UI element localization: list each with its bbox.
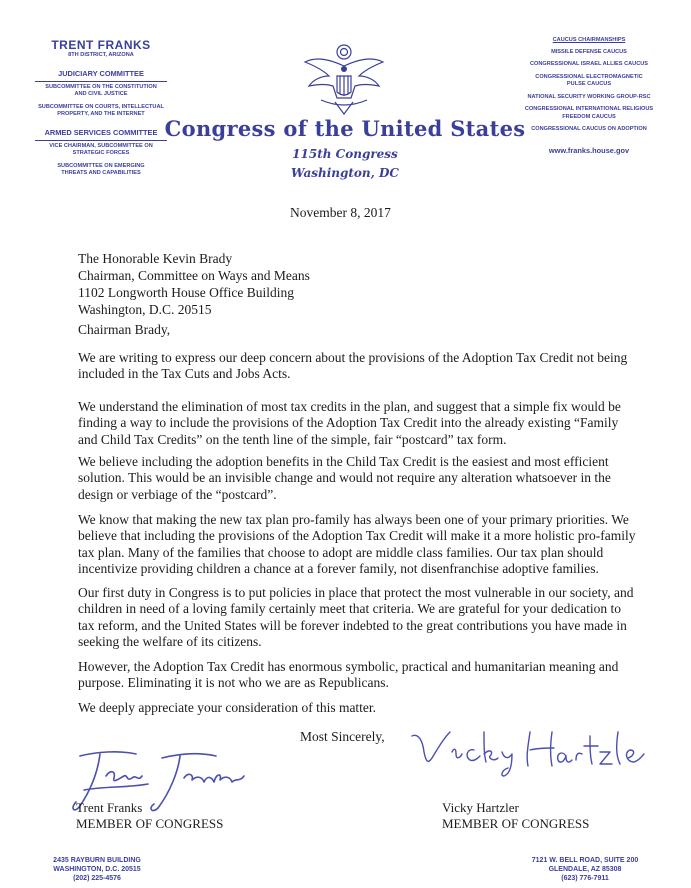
- footer-dc-office: [22, 856, 172, 883]
- divider: [35, 140, 167, 141]
- congress-title-block: [160, 116, 530, 180]
- footer-line: WASHINGTON, D.C. 20515: [53, 866, 141, 874]
- subcommittee-constitution: SUBCOMMITTEE ON THE CONSTITUTION AND CIVIL JUSTICE: [45, 83, 157, 98]
- caucus-item: MISSILE DEFENSE CAUCUS: [551, 48, 627, 55]
- signer-block: [76, 800, 223, 832]
- body-paragraph: We understand the elimination of most tax credits in the plan, and suggest that a simple fix would be finding a way to include the provisions of the Adoption Tax Credit into the already existing “Family and Child Tax Credits” on the tenth line of the simple, fair “postcard” tax form.: [78, 399, 621, 447]
- caucus-item: CONGRESSIONAL INTERNATIONAL RELIGIOUS FREEDOM CAUCUS: [524, 106, 654, 120]
- caucus-item: CONGRESSIONAL ELECTROMAGNETIC PULSE CAUCUS: [535, 73, 643, 88]
- letter-date: November 8, 2017: [290, 205, 391, 220]
- footer-line: (623) 776-7911: [561, 875, 609, 883]
- congress-city: Washington, DC: [291, 166, 399, 180]
- signer-title: MEMBER OF CONGRESS: [442, 816, 590, 831]
- signer-title: MEMBER OF CONGRESS: [76, 816, 224, 831]
- congress-title: Congress of the United States: [164, 116, 526, 141]
- footer-line: GLENDALE, AZ 85308: [548, 866, 622, 874]
- salutation: Chairman Brady,: [78, 322, 171, 337]
- body-paragraph: However, the Adoption Tax Credit has enormous symbolic, practical and humanitarian meaning and purpose. Eliminating it is not who we are as Republicans.: [78, 659, 619, 691]
- footer-line: 2435 RAYBURN BUILDING: [53, 857, 141, 864]
- body-paragraph: We know that making the new tax plan pro-family has always been one of your primary priorities. We believe that including the provisions of the Adoption Tax Credit will make it a more holistic pro-family tax plan. Many of the families that choose to adopt are middle class families. Our tax plan should incentivize providing children a chance at a forever family, not disenfranchise adoptive families.: [78, 512, 636, 577]
- signer-name: Trent Franks: [76, 800, 143, 815]
- congress-session: 115th Congress: [292, 147, 398, 161]
- caucus-header: CAUCUS CHAIRMANSHIPS: [552, 37, 626, 43]
- subcommittee-strategic-forces: VICE CHAIRMAN, SUBCOMMITTEE ON STRATEGIC FORCES: [49, 142, 153, 157]
- recipient-line: Washington, D.C. 20515: [78, 302, 212, 317]
- subcommittee-courts: SUBCOMMITTEE ON COURTS, INTELLECTUAL PROPERTY, AND THE INTERNET: [38, 103, 164, 118]
- footer-line: 7121 W. BELL ROAD, SUITE 200: [531, 857, 639, 864]
- caucus-item: NATIONAL SECURITY WORKING GROUP-RSC: [527, 93, 651, 100]
- subcommittee-emerging-threats: SUBCOMMITTEE ON EMERGING THREATS AND CAPABILITIES: [57, 162, 145, 177]
- recipient-line: Chairman, Committee on Ways and Means: [78, 268, 310, 283]
- body-paragraph: We are writing to express our deep concern about the provisions of the Adoption Tax Credit not being included in the Tax Cuts and Jobs Acts.: [78, 350, 628, 382]
- closing: Most Sincerely,: [300, 729, 385, 744]
- caucus-item: CONGRESSIONAL CAUCUS ON ADOPTION: [531, 126, 647, 133]
- signer-block: [442, 800, 589, 832]
- recipient-address: [78, 250, 310, 318]
- divider: [35, 81, 167, 82]
- caucus-item: CONGRESSIONAL ISRAEL ALLIES CAUCUS: [530, 61, 648, 68]
- footer-line: (202) 225-4576: [73, 875, 121, 883]
- footer-district-office: [510, 856, 660, 883]
- website: www.franks.house.gov: [548, 145, 630, 155]
- signature-vicky-hartzler: [404, 722, 654, 782]
- member-name: TRENT FRANKS: [51, 38, 151, 52]
- committee-armed-services: ARMED SERVICES COMMITTEE: [44, 127, 158, 137]
- body-paragraph: Our first duty in Congress is to put policies in place that protect the most vulnerable in our society, and children in need of a loving family certainly meet that criteria. We are grateful for your dedication to tax reform, and the United States will be forever indebted to the great contributions you have made in seeking the welfare of its citizens.: [78, 585, 634, 650]
- committee-judiciary: JUDICIARY COMMITTEE: [58, 68, 144, 78]
- body-paragraph: We believe including the adoption benefits in the Child Tax Credit is the easiest and most efficient solution. This would be an invisible change and would not require any alteration whatsoever in the design or verbiage of the “postcard”.: [78, 454, 611, 502]
- member-district: 8TH DISTRICT, ARIZONA: [68, 52, 134, 58]
- recipient-line: 1102 Longworth House Office Building: [78, 285, 294, 300]
- recipient-line: The Honorable Kevin Brady: [78, 251, 233, 266]
- signer-name: Vicky Hartzler: [442, 800, 519, 815]
- body-paragraph: We deeply appreciate your consideration of this matter.: [78, 700, 377, 715]
- congress-seal-icon: [301, 40, 387, 120]
